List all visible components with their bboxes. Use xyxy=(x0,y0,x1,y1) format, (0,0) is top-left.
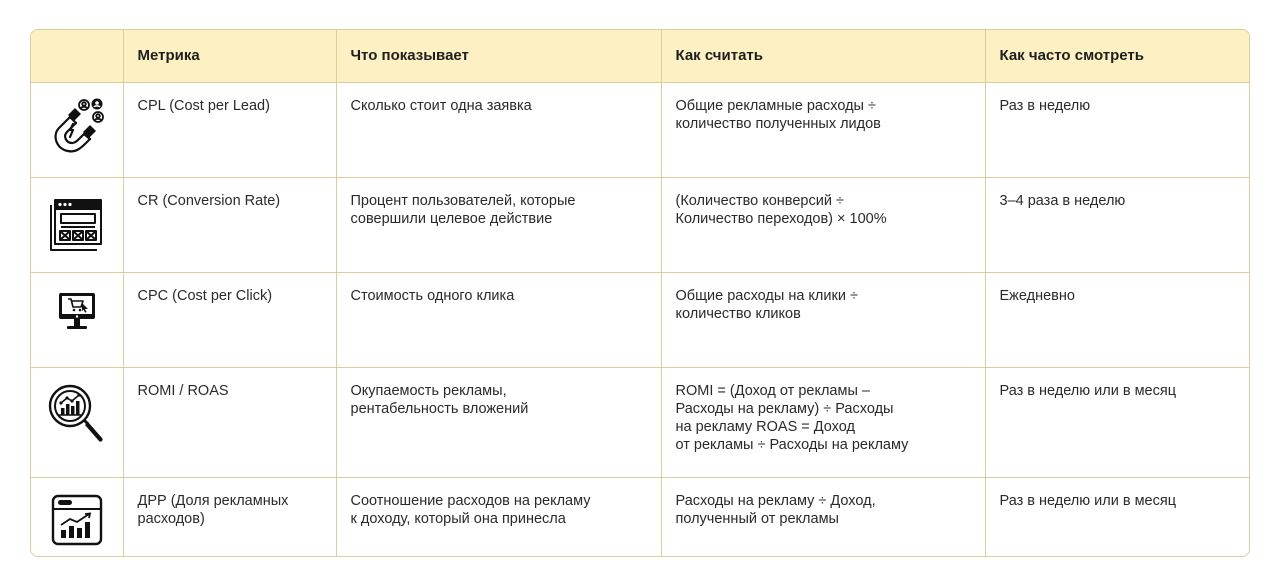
cell-metric: CPL (Cost per Lead) xyxy=(123,82,336,177)
table-row xyxy=(31,477,1250,557)
header-how: Как считать xyxy=(661,30,985,82)
table-row xyxy=(31,82,1250,177)
metrics-table xyxy=(31,30,1250,557)
cell-metric: CR (Conversion Rate) xyxy=(123,177,336,272)
cell-what: Соотношение расходов на рекламу к доходу, который она принесла xyxy=(336,477,661,557)
cell-often: Ежедневно xyxy=(985,272,1250,367)
table-header-row xyxy=(31,30,1250,82)
cell-what: Сколько стоит одна заявка xyxy=(336,82,661,177)
magnet-leads-icon xyxy=(46,97,108,159)
window-bar-chart-icon xyxy=(49,492,105,548)
cell-what: Окупаемость рекламы, рентабельность вложений xyxy=(336,367,661,477)
header-icon xyxy=(31,30,123,82)
metrics-table-container xyxy=(30,29,1250,557)
header-metric: Метрика xyxy=(123,30,336,82)
table-row xyxy=(31,367,1250,477)
monitor-cart-click-icon xyxy=(53,287,101,335)
header-what: Что показывает xyxy=(336,30,661,82)
cell-often: 3–4 раза в неделю xyxy=(985,177,1250,272)
cell-how: ROMI = (Доход от рекламы – Расходы на рекламу) ÷ Расходы на рекламу ROAS = Доход от рекламы ÷ Расходы на рекламу xyxy=(661,367,985,477)
cell-how: (Количество конверсий ÷ Количество переходов) × 100% xyxy=(661,177,985,272)
cell-often: Раз в неделю xyxy=(985,82,1250,177)
cell-often: Раз в неделю или в месяц xyxy=(999,492,1177,509)
landing-page-icon xyxy=(46,192,108,256)
table-row xyxy=(31,272,1250,367)
cell-how: Общие расходы на клики ÷ количество кликов xyxy=(661,272,985,367)
cell-what: Стоимость одного клика xyxy=(336,272,661,367)
cell-often: Раз в неделю или в месяц xyxy=(985,367,1250,477)
header-often: Как часто смотреть xyxy=(985,30,1250,82)
cell-how: Расходы на рекламу ÷ Доход, полученный от рекламы xyxy=(661,477,985,557)
cell-metric: ДРР (Доля рекламных расходов) xyxy=(123,477,336,557)
cell-how: Общие рекламные расходы ÷ количество полученных лидов xyxy=(661,82,985,177)
magnifier-chart-icon xyxy=(46,382,108,448)
cell-what: Процент пользователей, которые совершили целевое действие xyxy=(336,177,661,272)
table-row xyxy=(31,177,1250,272)
cell-metric: ROMI / ROAS xyxy=(123,367,336,477)
cell-metric: CPC (Cost per Click) xyxy=(123,272,336,367)
